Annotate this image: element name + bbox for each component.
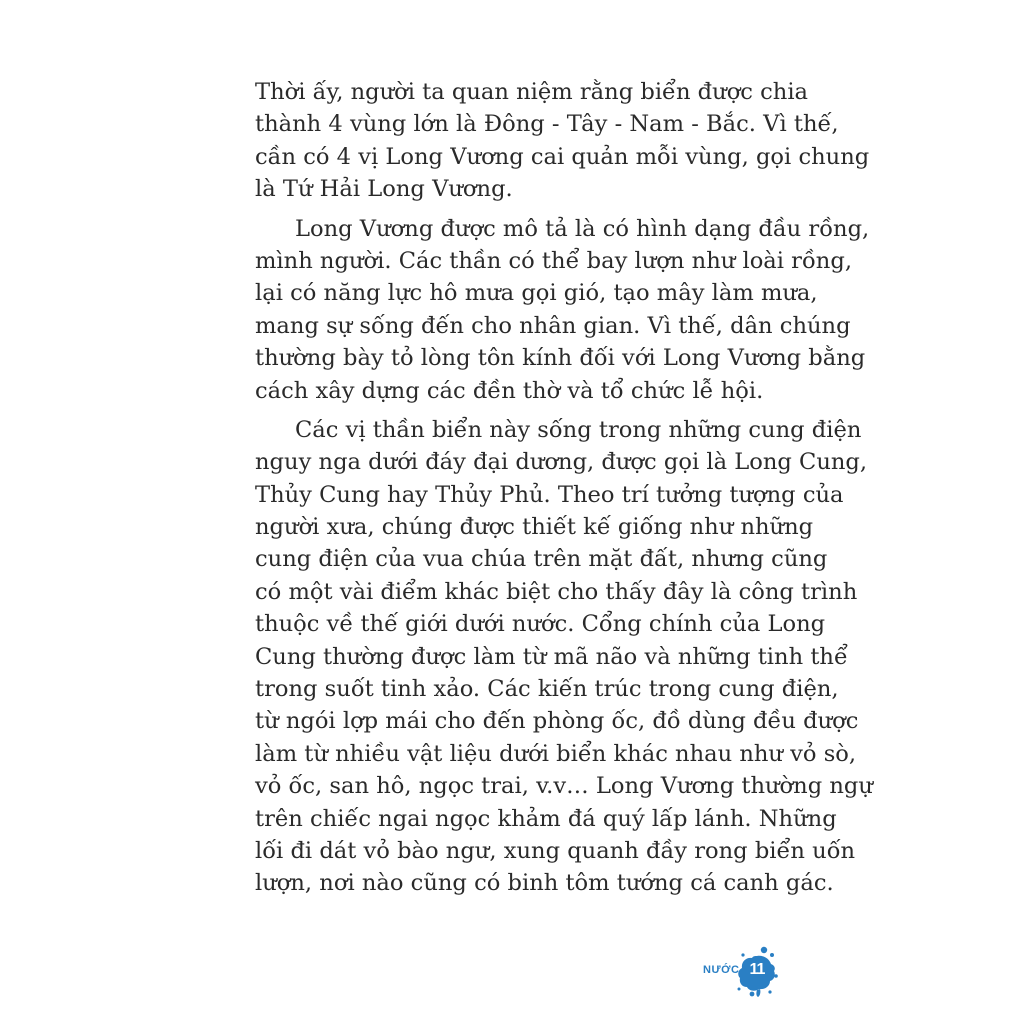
text-line: Các vị thần biển này sống trong những cung điện [295,416,862,443]
text-line: lượn, nơi nào cũng có binh tôm tướng cá canh gác. [255,870,834,897]
page-number: 11 [749,961,765,978]
text-line: làm từ nhiều vật liệu dưới biển khác nhau như vỏ sò, [255,740,857,767]
page-footer [700,944,780,1004]
text-line: mang sự sống đến cho nhân gian. Vì thế, dân chúng [255,312,851,339]
text-line: Cung thường được làm từ mã não và những tinh thể [255,643,848,670]
text-line: có một vài điểm khác biệt cho thấy đây là công trình [255,578,858,605]
body-text [255,76,873,900]
text-line: lối đi dát vỏ bào ngư, xung quanh đầy rong biển uốn [255,837,856,864]
text-line: Thủy Cung hay Thủy Phủ. Theo trí tưởng tượng của [255,481,844,508]
text-line: lại có năng lực hô mưa gọi gió, tạo mây làm mưa, [255,280,818,307]
text-line: Long Vương được mô tả là có hình dạng đầu rồng, [295,215,870,242]
text-line: thường bày tỏ lòng tôn kính đối với Long Vương bằng [255,345,866,372]
text-line: là Tứ Hải Long Vương. [255,176,513,203]
text-line: Thời ấy, người ta quan niệm rằng biển được chia [255,79,809,105]
text-line: cách xây dựng các đền thờ và tổ chức lễ hội. [255,377,764,404]
text-line: cung điện của vua chúa trên mặt đất, nhưng cũng [255,546,828,573]
paragraph-gap [255,206,769,213]
text-line: vỏ ốc, san hô, ngọc trai, v.v… Long Vương thường ngự [255,773,873,800]
text-line: trong suốt tinh xảo. Các kiến trúc trong cung điện, [255,676,839,703]
paragraph [255,76,870,206]
text-line: thuộc về thế giới dưới nước. Cổng chính của Long [255,611,826,638]
chapter-label: NƯỚC [703,964,740,976]
text-line: trên chiếc ngai ngọc khảm đá quý lấp lánh. Những [255,805,837,832]
text-line: nguy nga dưới đáy đại dương, được gọi là Long Cung, [255,449,868,476]
text-line: thành 4 vùng lớn là Đông - Tây - Nam - Bắc. Vì thế, [255,111,839,138]
text-line: mình người. Các thần có thể bay lượn như loài rồng, [255,247,853,274]
text-line: từ ngói lợp mái cho đến phòng ốc, đồ dùng đều được [255,708,859,735]
paragraph [255,213,870,407]
text-line: cần có 4 vị Long Vương cai quản mỗi vùng, gọi chung [255,143,870,170]
text-line: người xưa, chúng được thiết kế giống như những [255,514,814,541]
paragraph-gap [255,407,769,414]
paragraph [255,414,873,900]
